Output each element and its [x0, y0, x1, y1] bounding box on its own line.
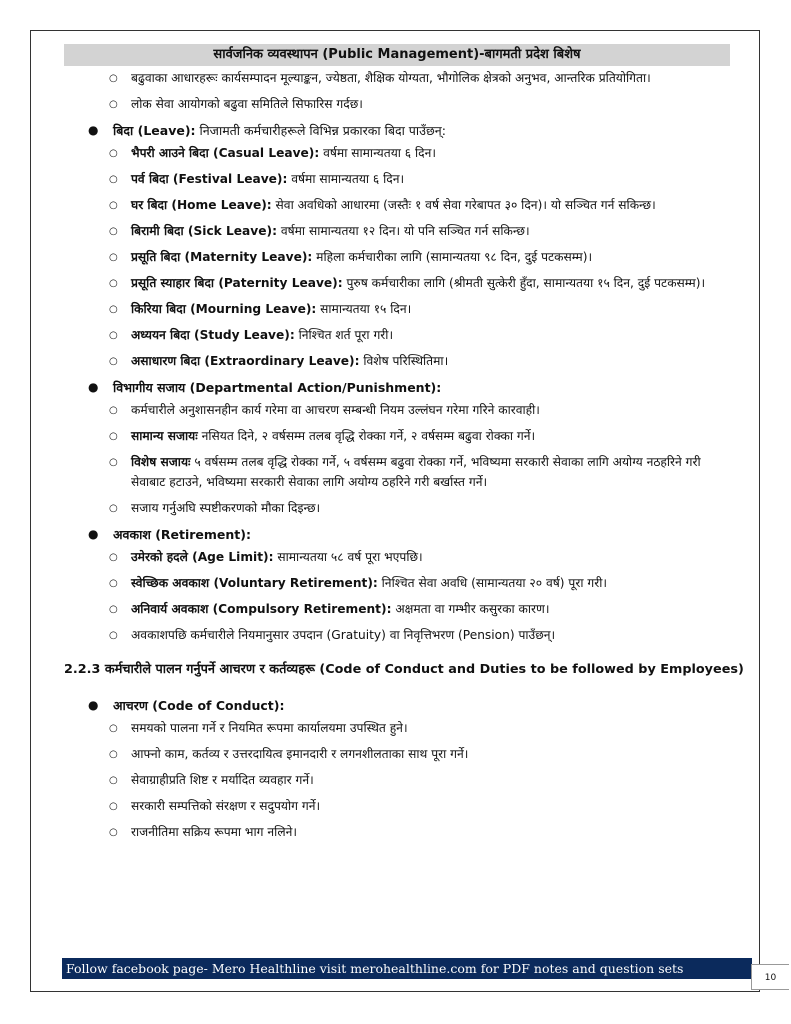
action-sublist: [109, 400, 736, 518]
item-text: वर्षमा सामान्यतया १२ दिन। यो पनि सञ्चित गर्न सकिन्छ।: [276, 224, 530, 238]
circle-bullet-icon: ○: [109, 723, 118, 734]
circle-bullet-icon: ○: [109, 278, 118, 289]
item-text: वर्षमा सामान्यतया ६ दिन।: [319, 146, 437, 160]
list-item: [87, 573, 736, 593]
list-item: [87, 400, 736, 420]
list-item: [87, 195, 736, 215]
item-text: कर्मचारीले अनुशासनहीन कार्य गरेमा वा आचरण सम्बन्धी नियम उल्लंघन गरेमा गरिने कारवाही।: [131, 403, 540, 417]
circle-bullet-icon: ○: [109, 801, 118, 812]
item-label: भैपरी आउने बिदा (Casual Leave):: [131, 146, 320, 160]
circle-bullet-icon: ○: [109, 503, 118, 514]
item-text: सेवाग्राहीप्रति शिष्ट र मर्यादित व्यवहार गर्ने।: [131, 773, 314, 787]
circle-bullet-icon: ○: [109, 200, 118, 211]
retirement-label: अवकाश (Retirement):: [113, 527, 251, 542]
item-label: घर बिदा (Home Leave):: [131, 198, 272, 212]
circle-bullet-icon: ○: [109, 827, 118, 838]
item-text: अवकाशपछि कर्मचारीले नियमानुसार उपदान (Gratuity) वा निवृत्तिभरण (Pension) पाउँछन्।: [131, 628, 556, 642]
circle-bullet-icon: ○: [109, 304, 118, 315]
list-item: [87, 796, 736, 816]
list-item: [87, 770, 736, 790]
item-label: प्रसूति बिदा (Maternity Leave):: [131, 250, 313, 264]
conduct-label: आचरण (Code of Conduct):: [113, 698, 285, 713]
list-item: [87, 452, 736, 492]
circle-bullet-icon: ○: [109, 552, 118, 563]
list-item: [87, 625, 736, 645]
item-text: आफ्नो काम, कर्तव्य र उत्तरदायित्व इमानदारी र लगनशीलताका साथ पूरा गर्ने।: [131, 747, 469, 761]
circle-bullet-icon: ○: [109, 749, 118, 760]
list-item: [87, 221, 736, 241]
list-item: [87, 68, 736, 88]
leave-section: ● बिदा (Leave): निजामती कर्मचारीहरूले विभिन्न प्रकारका बिदा पाउँछन्: ○ भैपरी आउने बिदा (Casual Leave): वर्षमा सामान्यतया ६ दिन। ○ पर्व बिदा (Festival Leave): वर्षमा सामान्यतया ६ दिन। ○ घर बिदा (Home Leave): सेवा अवधिको आधारमा (जस्तैः १ वर्ष सेवा गरेबापत ३० दिन)। यो सञ्चित गर्न सकिन्छ। ○ बिरामी बिदा (Sick Leave): वर्षमा सामान्यतया १२ दिन। यो पनि सञ्चित गर्न सकिन्छ। ○ प्रसूति बिदा (Maternity Leave): महिला कर्मचारीका लागि (सामान्यतया ९८ दिन, दुई पटकसम्म)। ○ प्रसूति स्याहार बिदा (Paternity Leave): पुरुष कर्मचारीका लागि (श्रीमती सुत्केरी हुँदा, सामान्यतया १५ दिन, दुई पटकसम्म)। ○ किरिया बिदा (Mourning Leave): सामान्यतया १५ दिन। ○ अध्ययन बिदा (Study Leave): निश्चित शर्त पूरा गरी। ○ असाधारण बिदा (Extraordinary Leave): विशेष परिस्थितिमा।: [30, 120, 760, 371]
item-label: स्वेच्छिक अवकाश (Voluntary Retirement):: [131, 576, 378, 590]
conduct-list: [30, 695, 760, 842]
circle-bullet-icon: ○: [109, 457, 118, 468]
item-text: सामान्यतया १५ दिन।: [316, 302, 412, 316]
item-text: निश्चित सेवा अवधि (सामान्यतया २० वर्ष) पूरा गरी।: [377, 576, 607, 590]
item-text: अक्षमता वा गम्भीर कसुरका कारण।: [391, 602, 550, 616]
item-label: अनिवार्य अवकाश (Compulsory Retirement):: [131, 602, 392, 616]
item-text: समयको पालना गर्ने र नियमित रूपमा कार्यालयमा उपस्थित हुने।: [131, 721, 408, 735]
circle-bullet-icon: ○: [109, 174, 118, 185]
list-item: [87, 169, 736, 189]
list-item: [87, 426, 736, 446]
circle-bullet-icon: ○: [109, 148, 118, 159]
item-label: अध्ययन बिदा (Study Leave):: [131, 328, 295, 342]
retirement-sublist: [109, 547, 736, 645]
circle-bullet-icon: ○: [109, 604, 118, 615]
item-label: विशेष सजायः: [131, 455, 191, 469]
list-item: [87, 599, 736, 619]
item-text: सेवा अवधिको आधारमा (जस्तैः १ वर्ष सेवा गरेबापत ३० दिन)। यो सञ्चित गर्न सकिन्छ।: [271, 198, 656, 212]
item-text: वर्षमा सामान्यतया ६ दिन।: [287, 172, 405, 186]
item-label: असाधारण बिदा (Extraordinary Leave):: [131, 354, 360, 368]
list-item: [87, 94, 736, 114]
circle-bullet-icon: ○: [109, 99, 118, 110]
page-content: [30, 44, 760, 848]
conduct-sublist: [109, 718, 736, 842]
item-text: सामान्यतया ५८ वर्ष पूरा भएपछि।: [273, 550, 423, 564]
list-item: [87, 822, 736, 842]
list-item: [87, 547, 736, 567]
top-list: [30, 68, 760, 645]
list-item: [87, 143, 736, 163]
leave-sublist: [109, 143, 736, 371]
item-text: राजनीतिमा सक्रिय रूपमा भाग नलिने।: [131, 825, 297, 839]
circle-bullet-icon: ○: [109, 356, 118, 367]
item-text: निश्चित शर्त पूरा गरी।: [294, 328, 394, 342]
circle-bullet-icon: ○: [109, 630, 118, 641]
item-text: ५ वर्षसम्म तलब वृद्धि रोक्का गर्ने, ५ वर्षसम्म बढुवा रोक्का गर्ने, भविष्यमा सरकारी सेवाका लागि अयोग्य नठहरिने गरी सेवाबाट हटाउने, भविष्यमा सरकारी सेवाका लागि अयोग्य ठहरिने गरी बर्खास्त गर्ने।: [131, 455, 701, 489]
item-label: पर्व बिदा (Festival Leave):: [131, 172, 288, 186]
list-item: [87, 498, 736, 518]
item-label: किरिया बिदा (Mourning Leave):: [131, 302, 317, 316]
item-label: बिरामी बिदा (Sick Leave):: [131, 224, 277, 238]
conduct-section: ● आचरण (Code of Conduct): ○ समयको पालना गर्ने र नियमित रूपमा कार्यालयमा उपस्थित हुने। ○ आफ्नो काम, कर्तव्य र उत्तरदायित्व इमानदारी र लगनशीलताका साथ पूरा गर्ने। ○ सेवाग्राहीप्रति शिष्ट र मर्यादित व्यवहार गर्ने। ○ सरकारी सम्पत्तिको संरक्षण र सदुपयोग गर्ने। ○ राजनीतिमा सक्रिय रूपमा भाग नलिने।: [30, 695, 760, 842]
item-text: नसियत दिने, २ वर्षसम्म तलब वृद्धि रोक्का गर्ने, २ वर्षसम्म बढुवा रोक्का गर्ने।: [197, 429, 536, 443]
item-text: विशेष परिस्थितिमा।: [359, 354, 449, 368]
top-sublist: [109, 68, 736, 114]
circle-bullet-icon: ○: [109, 431, 118, 442]
section-heading: 2.2.3 कर्मचारीले पालन गर्नुपर्ने आचरण र कर्तव्यहरू (Code of Conduct and Duties to be followed by Employees): [64, 662, 744, 677]
list-item: [87, 247, 736, 267]
item-text: बढुवाका आधारहरूः कार्यसम्पादन मूल्याङ्कन, ज्येष्ठता, शैक्षिक योग्यता, भौगोलिक क्षेत्रको अनुभव, आन्तरिक प्रतियोगिता।: [131, 71, 651, 85]
footer-banner: Follow facebook page- Mero Healthline visit merohealthline.com for PDF notes and question sets: [62, 958, 752, 979]
leave-text: निजामती कर्मचारीहरूले विभिन्न प्रकारका बिदा पाउँछन्:: [195, 123, 446, 138]
circle-bullet-icon: ○: [109, 73, 118, 84]
item-text: सजाय गर्नुअघि स्पष्टीकरणको मौका दिइन्छ।: [131, 501, 321, 515]
item-label: सामान्य सजायः: [131, 429, 198, 443]
action-label: विभागीय सजाय (Departmental Action/Punishment):: [113, 380, 442, 395]
header-title: सार्वजनिक व्यवस्थापन (Public Management)-बागमती प्रदेश बिशेष: [64, 44, 730, 66]
leave-label: बिदा (Leave):: [113, 123, 196, 138]
item-text: पुरुष कर्मचारीका लागि (श्रीमती सुत्केरी हुँदा, सामान्यतया १५ दिन, दुई पटकसम्म)।: [342, 276, 706, 290]
circle-bullet-icon: ○: [109, 578, 118, 589]
circle-bullet-icon: ○: [109, 252, 118, 263]
circle-bullet-icon: ○: [109, 775, 118, 786]
retirement-section: ● अवकाश (Retirement): ○ उमेरको हदले (Age Limit): सामान्यतया ५८ वर्ष पूरा भएपछि। ○ स्वेच्छिक अवकाश (Voluntary Retirement): निश्चित सेवा अवधि (सामान्यतया २० वर्ष) पूरा गरी। ○ अनिवार्य अवकाश (Compulsory Retirement): अक्षमता वा गम्भीर कसुरका कारण। ○ अवकाशपछि कर्मचारीले नियमानुसार उपदान (Gratuity) वा निवृत्तिभरण (Pension) पाउँछन्।: [30, 524, 760, 645]
list-item: [87, 718, 736, 738]
action-section: ● विभागीय सजाय (Departmental Action/Punishment): ○ कर्मचारीले अनुशासनहीन कार्य गरेमा वा आचरण सम्बन्धी नियम उल्लंघन गरेमा गरिने कारवाही। ○ सामान्य सजायः नसियत दिने, २ वर्षसम्म तलब वृद्धि रोक्का गर्ने, २ वर्षसम्म बढुवा रोक्का गर्ने। ○ विशेष सजायः ५ वर्षसम्म तलब वृद्धि रोक्का गर्ने, ५ वर्षसम्म बढुवा रोक्का गर्ने, भविष्यमा सरकारी सेवाका लागि अयोग्य नठहरिने गरी सेवाबाट हटाउने, भविष्यमा सरकारी सेवाका लागि अयोग्य ठहरिने गरी बर्खास्त गर्ने। ○ सजाय गर्नुअघि स्पष्टीकरणको मौका दिइन्छ।: [30, 377, 760, 518]
item-text: महिला कर्मचारीका लागि (सामान्यतया ९८ दिन, दुई पटकसम्म)।: [312, 250, 593, 264]
item-text: लोक सेवा आयोगको बढुवा समितिले सिफारिस गर्दछ।: [131, 97, 363, 111]
list-item: [87, 744, 736, 764]
item-label: उमेरको हदले (Age Limit):: [131, 550, 274, 564]
list-item: [87, 325, 736, 345]
list-item: [87, 351, 736, 371]
page-number: 10: [751, 964, 789, 990]
circle-bullet-icon: ○: [109, 226, 118, 237]
list-item: [87, 273, 736, 293]
circle-bullet-icon: ○: [109, 330, 118, 341]
item-text: सरकारी सम्पत्तिको संरक्षण र सदुपयोग गर्ने।: [131, 799, 321, 813]
item-label: प्रसूति स्याहार बिदा (Paternity Leave):: [131, 276, 343, 290]
circle-bullet-icon: ○: [109, 405, 118, 416]
list-item: [87, 299, 736, 319]
